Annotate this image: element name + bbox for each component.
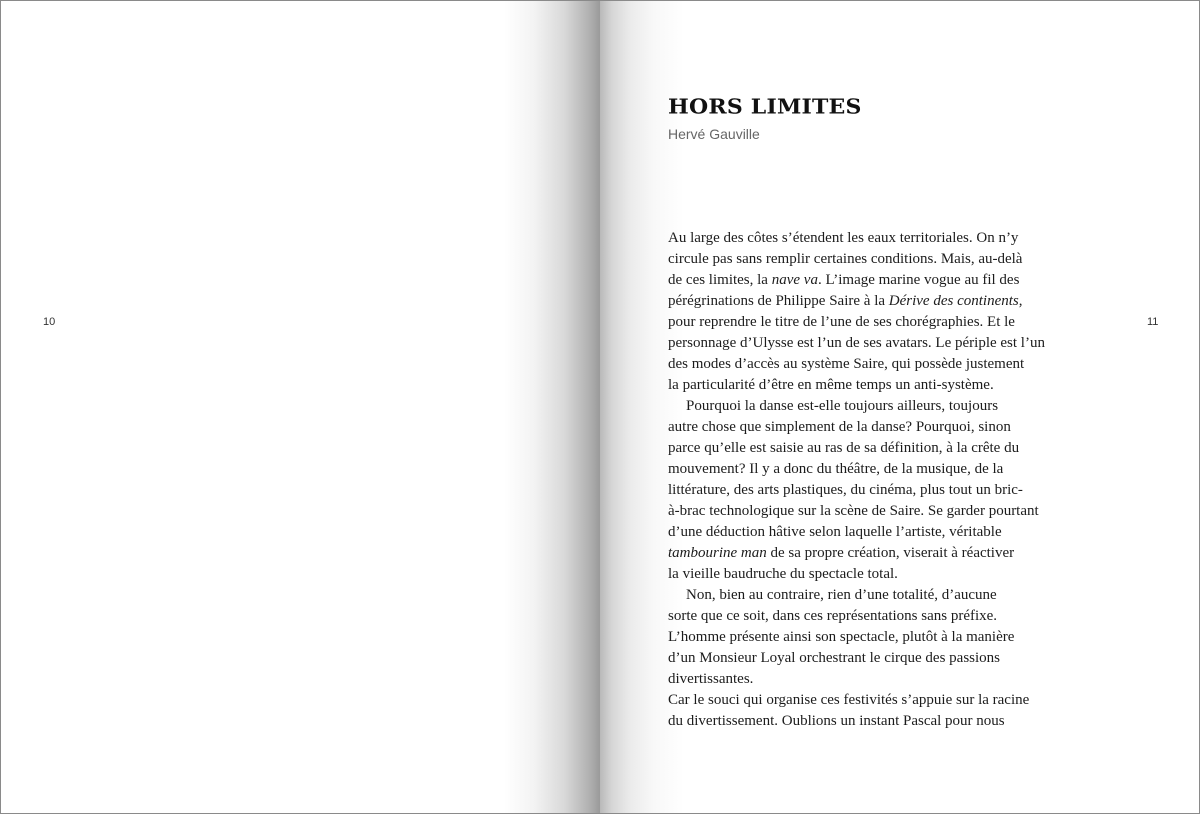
left-page bbox=[1, 1, 600, 813]
text-line bbox=[668, 669, 1068, 690]
text-run: personnage d’Ulysse est l’un de ses avatars. Le périple est l’un bbox=[668, 335, 1045, 351]
text-line bbox=[668, 270, 1068, 291]
text-line bbox=[668, 606, 1068, 627]
text-line bbox=[668, 690, 1068, 711]
text-line bbox=[668, 564, 1068, 585]
text-line bbox=[668, 228, 1068, 249]
text-line bbox=[668, 438, 1068, 459]
text-run: d’une déduction hâtive selon laquelle l’artiste, véritable bbox=[668, 524, 1002, 540]
text-run: Non, bien au contraire, rien d’une totalité, d’aucune bbox=[686, 587, 997, 603]
text-line bbox=[668, 312, 1068, 333]
text-run: à-brac technologique sur la scène de Saire. Se garder pourtant bbox=[668, 503, 1039, 519]
text-line bbox=[668, 354, 1068, 375]
text-run: parce qu’elle est saisie au ras de sa définition, à la crête du bbox=[668, 440, 1020, 456]
text-run: du divertissement. Oublions un instant Pascal pour nous bbox=[668, 713, 1005, 729]
text-run: Car le souci qui organise ces festivités s’appuie sur la racine bbox=[668, 692, 1030, 708]
text-line bbox=[668, 249, 1068, 270]
text-run: pérégrinations de Philippe Saire à la bbox=[668, 293, 889, 309]
text-line bbox=[668, 375, 1068, 396]
italic-phrase: nave va bbox=[771, 272, 818, 288]
text-run: autre chose que simplement de la danse? Pourquoi, sinon bbox=[668, 419, 1011, 435]
text-line bbox=[668, 585, 1068, 606]
text-line bbox=[668, 396, 1068, 417]
text-run: de sa propre création, viserait à réactiver bbox=[766, 545, 1015, 561]
text-line bbox=[668, 627, 1068, 648]
text-line bbox=[668, 648, 1068, 669]
text-run: la vieille baudruche du spectacle total. bbox=[668, 566, 898, 582]
article-author: Hervé Gauville bbox=[668, 126, 760, 142]
text-run: littérature, des arts plastiques, du cinéma, plus tout un bric- bbox=[668, 482, 1023, 498]
text-run: circule pas sans remplir certaines conditions. Mais, au-delà bbox=[668, 251, 1023, 267]
text-run: d’un Monsieur Loyal orchestrant le cirque des passions bbox=[668, 650, 1000, 666]
text-run: pour reprendre le titre de l’une de ses chorégraphies. Et le bbox=[668, 314, 1015, 330]
text-line bbox=[668, 333, 1068, 354]
text-line bbox=[668, 417, 1068, 438]
right-page-number: 11 bbox=[1147, 316, 1159, 328]
left-page-number: 10 bbox=[43, 316, 56, 328]
text-run: L’homme présente ainsi son spectacle, plutôt à la manière bbox=[668, 629, 1015, 645]
text-run: des modes d’accès au système Saire, qui possède justement bbox=[668, 356, 1025, 372]
text-run: divertissantes. bbox=[668, 671, 754, 687]
text-line bbox=[668, 480, 1068, 501]
italic-phrase: Dérive des continents bbox=[888, 293, 1019, 309]
text-run: de ces limites, la bbox=[668, 272, 772, 288]
text-line bbox=[668, 522, 1068, 543]
text-run: sorte que ce soit, dans ces représentations sans préfixe. bbox=[668, 608, 998, 624]
text-line bbox=[668, 459, 1068, 480]
text-run: Au large des côtes s’étendent les eaux territoriales. On n’y bbox=[668, 230, 1019, 246]
text-line bbox=[668, 501, 1068, 522]
text-line bbox=[668, 543, 1068, 564]
text-run: la particularité d’être en même temps un anti-système. bbox=[668, 377, 994, 393]
article-body bbox=[668, 228, 1068, 732]
italic-phrase: tambourine man bbox=[668, 545, 767, 561]
text-line bbox=[668, 291, 1068, 312]
text-run: . L’image marine vogue au fil des bbox=[817, 272, 1020, 288]
article-title: HORS LIMITES bbox=[668, 94, 862, 120]
text-run: Pourquoi la danse est-elle toujours ailleurs, toujours bbox=[686, 398, 999, 414]
text-run: mouvement? Il y a donc du théâtre, de la musique, de la bbox=[668, 461, 1004, 477]
text-line bbox=[668, 711, 1068, 732]
text-run: , bbox=[1018, 293, 1023, 309]
